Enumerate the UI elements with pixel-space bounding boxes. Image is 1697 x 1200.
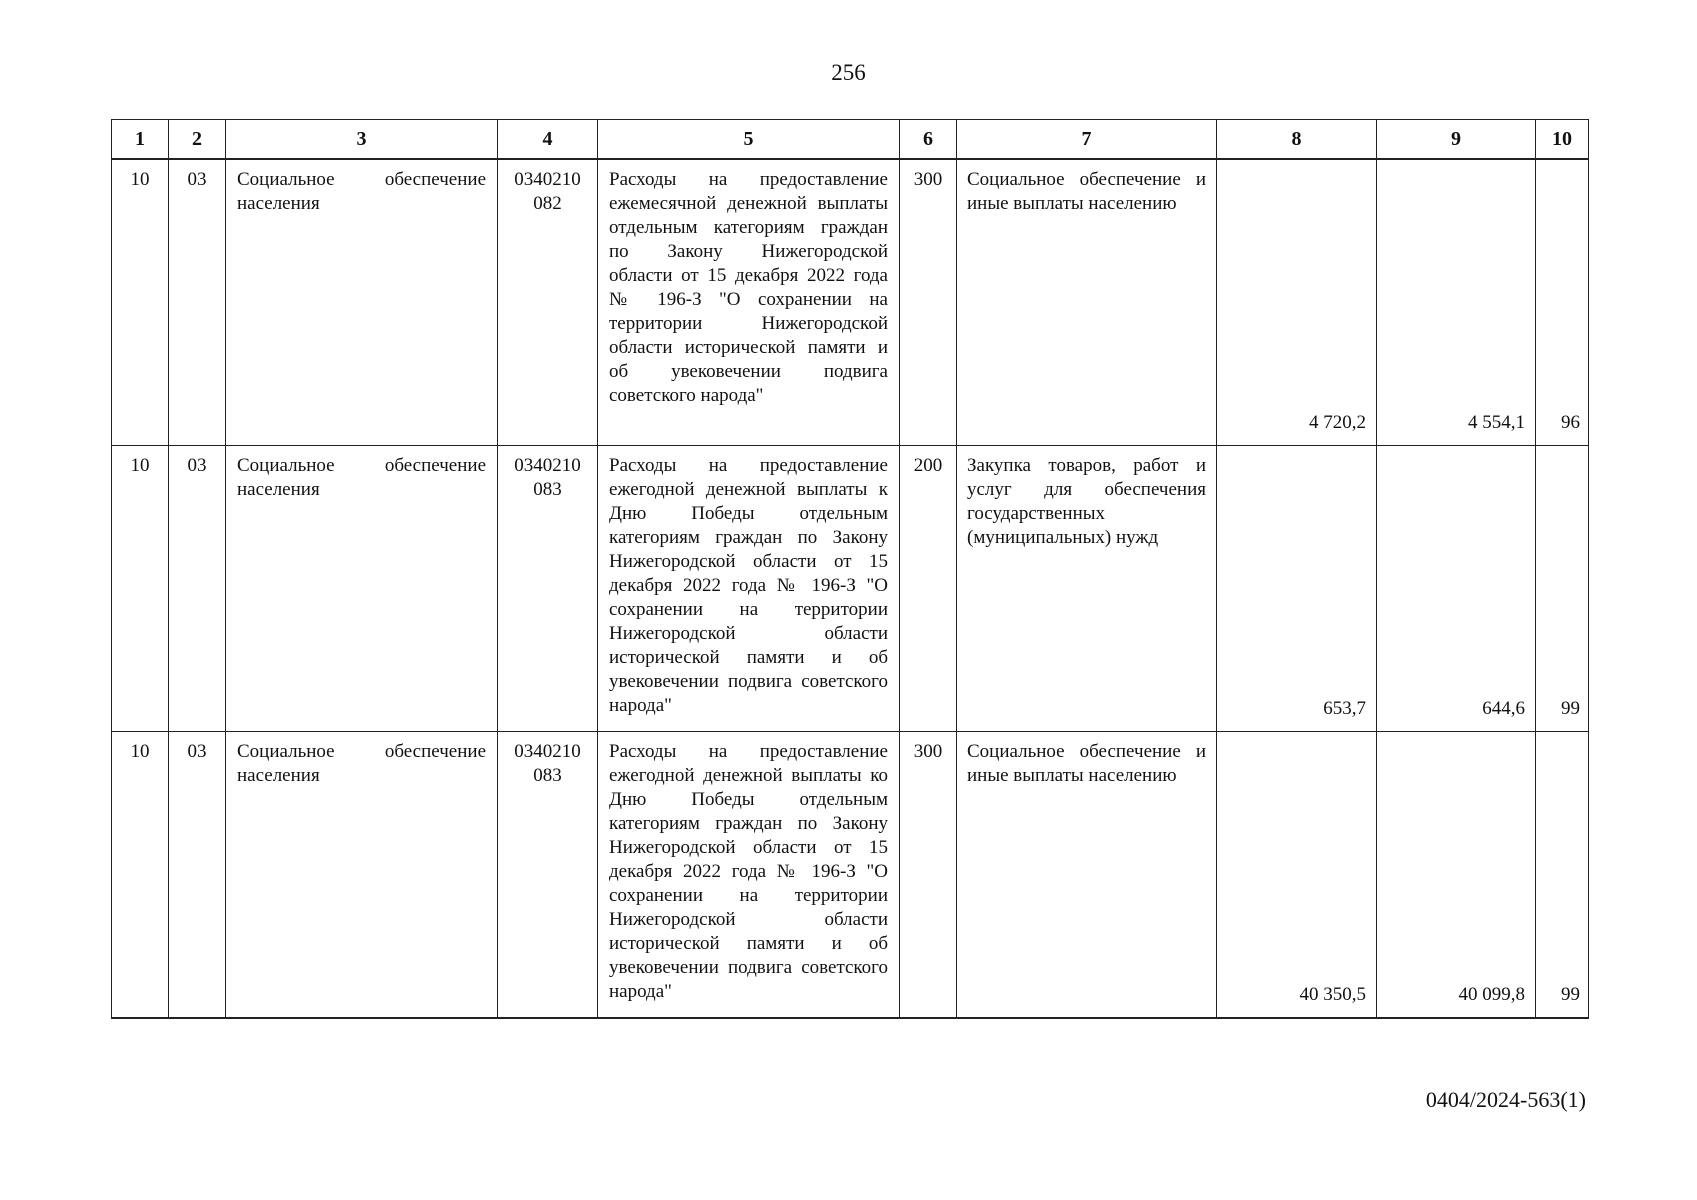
target-article-cell: 0340210 083 — [498, 446, 598, 732]
percent-cell: 99 — [1536, 732, 1589, 1019]
section-code-cell: 10 — [112, 159, 169, 446]
actual-amount-cell: 644,6 — [1377, 446, 1536, 732]
target-article-cell: 0340210 083 — [498, 732, 598, 1019]
section-code-cell: 10 — [112, 732, 169, 1019]
table-header-row — [112, 120, 1589, 160]
expense-type-code-cell: 300 — [900, 159, 957, 446]
target-article-cell: 0340210 082 — [498, 159, 598, 446]
actual-amount-cell: 40 099,8 — [1377, 732, 1536, 1019]
column-header: 10 — [1536, 120, 1589, 160]
column-header: 2 — [169, 120, 226, 160]
column-header: 9 — [1377, 120, 1536, 160]
planned-amount-cell: 4 720,2 — [1217, 159, 1377, 446]
percent-cell: 96 — [1536, 159, 1589, 446]
column-header: 6 — [900, 120, 957, 160]
percent-cell: 99 — [1536, 446, 1589, 732]
table-row — [112, 446, 1589, 732]
subsection-code-cell: 03 — [169, 159, 226, 446]
column-header: 3 — [226, 120, 498, 160]
actual-amount-cell: 4 554,1 — [1377, 159, 1536, 446]
table-row — [112, 732, 1589, 1019]
planned-amount-cell: 653,7 — [1217, 446, 1377, 732]
subsection-code-cell: 03 — [169, 446, 226, 732]
subsection-name-cell: Социальное обеспечение населения — [226, 732, 498, 1019]
expense-type-name-cell: Социальное обеспечение и иные выплаты населению — [957, 732, 1217, 1019]
section-code-cell: 10 — [112, 446, 169, 732]
table-row — [112, 159, 1589, 446]
column-header: 8 — [1217, 120, 1377, 160]
expense-name-cell: Расходы на предоставление ежегодной денежной выплаты ко Дню Победы отдельным категориям граждан по Закону Нижегородской области от 15 декабря 2022 года № 196-З "О сохранении на территории Нижегородской области исторической памяти и об увековечении подвига советского народа" — [598, 732, 900, 1019]
expense-name-cell: Расходы на предоставление ежегодной денежной выплаты к Дню Победы отдельным категориям граждан по Закону Нижегородской области от 15 декабря 2022 года № 196-З "О сохранении на территории Нижегородской области исторической памяти и об увековечении подвига советского народа" — [598, 446, 900, 732]
expense-type-name-cell: Закупка товаров, работ и услуг для обеспечения государственных (муниципальных) нужд — [957, 446, 1217, 732]
subsection-name-cell: Социальное обеспечение населения — [226, 159, 498, 446]
budget-table — [111, 119, 1589, 1019]
document-registration-code: 0404/2024-563(1) — [1425, 1087, 1586, 1112]
subsection-name-cell: Социальное обеспечение населения — [226, 446, 498, 732]
expense-type-code-cell: 300 — [900, 732, 957, 1019]
expense-type-name-cell: Социальное обеспечение и иные выплаты населению — [957, 159, 1217, 446]
expense-type-code-cell: 200 — [900, 446, 957, 732]
column-header: 1 — [112, 120, 169, 160]
column-header: 4 — [498, 120, 598, 160]
column-header: 5 — [598, 120, 900, 160]
column-header: 7 — [957, 120, 1217, 160]
subsection-code-cell: 03 — [169, 732, 226, 1019]
planned-amount-cell: 40 350,5 — [1217, 732, 1377, 1019]
page-number: 256 — [831, 60, 866, 85]
expense-name-cell: Расходы на предоставление ежемесячной денежной выплаты отдельным категориям граждан по Закону Нижегородской области от 15 декабря 2022 года № 196-З "О сохранении на территории Нижегородской области исторической памяти и об увековечении подвига советского народа" — [598, 159, 900, 446]
